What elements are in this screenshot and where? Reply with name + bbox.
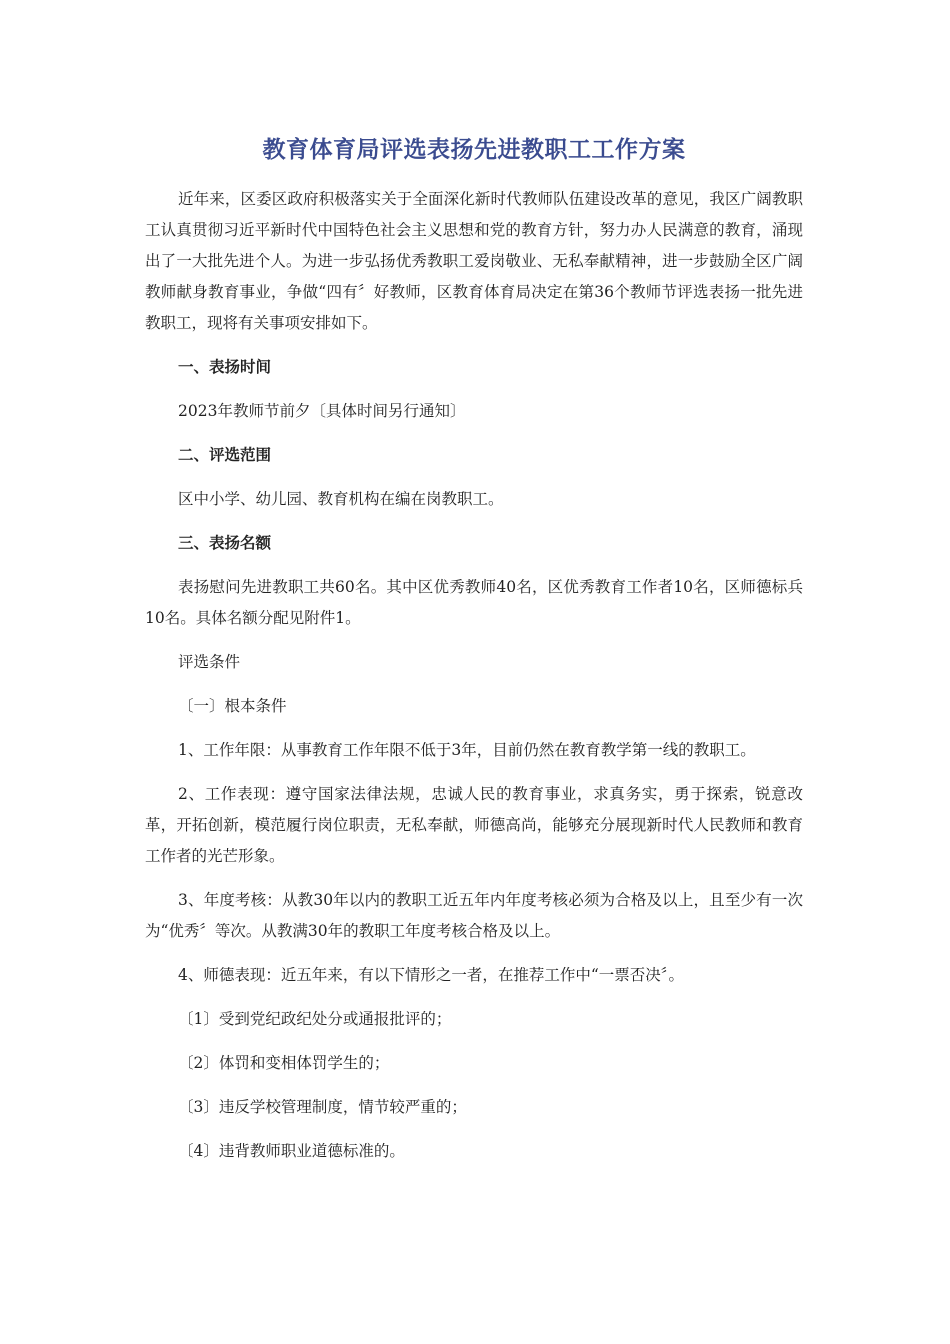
criteria-label: 评选条件 — [178, 653, 241, 671]
section-heading-scope: 二、评选范围 — [178, 446, 272, 464]
condition-item-4: 4、师德表现：近五年来，有以下情形之一者，在推荐工作中“一票否决〞。 — [178, 966, 685, 984]
veto-sub-item-1: 〔1〕受到党纪政纪处分或通报批评的； — [178, 1010, 452, 1028]
veto-sub-item-3: 〔3〕违反学校管理制度，情节较严重的； — [178, 1098, 467, 1116]
document-title: 教育体育局评选表扬先进教职工工作方案 — [262, 137, 686, 163]
intro-paragraph: 近年来，区委区政府积极落实关于全面深化新时代教师队伍建设改革的意见，我区广阔教职工认真贯彻习近平新时代中国特色社会主义思想和党的教育方针，努力办人民满意的教育，涌现出了一大批先进个人。为进一步弘扬优秀教职工爱岗敬业、无私奉献精神，进一步鼓励全区广阔教师献身教育事业，争做“四有〞好教师，区教育体育局决定在第36个教师节评选表扬一批先进教职工，现将有关事项安排如下。 — [145, 190, 803, 332]
condition-item-1: 1、工作年限：从事教育工作年限不低于3年，目前仍然在教育教学第一线的教职工。 — [178, 741, 756, 759]
basic-conditions-label: 〔一〕根本条件 — [178, 697, 287, 715]
veto-sub-item-2: 〔2〕体罚和变相体罚学生的； — [178, 1054, 390, 1072]
section-heading-quota: 三、表扬名额 — [178, 534, 272, 552]
section-text-quota: 表扬慰问先进教职工共60名。其中区优秀教师40名，区优秀教育工作者10名，区师德标兵10名。具体名额分配见附件1。 — [145, 578, 803, 627]
section-heading-time: 一、表扬时间 — [178, 358, 272, 376]
condition-item-2: 2、工作表现：遵守国家法律法规，忠诚人民的教育事业，求真务实，勇于探索，锐意改革，开拓创新，模范履行岗位职责，无私奉献，师德高尚，能够充分展现新时代人民教师和教育工作者的光芒形象。 — [145, 785, 803, 865]
document-page — [145, 130, 803, 1167]
veto-sub-item-4: 〔4〕违背教师职业道德标准的。 — [178, 1142, 405, 1160]
section-text-time: 2023年教师节前夕〔具体时间另行通知〕 — [178, 402, 466, 420]
section-text-scope: 区中小学、幼儿园、教育机构在编在岗教职工。 — [178, 490, 504, 508]
condition-item-3: 3、年度考核：从教30年以内的教职工近五年内年度考核必须为合格及以上，且至少有一次为“优秀〞等次。从教满30年的教职工年度考核合格及以上。 — [145, 891, 803, 940]
